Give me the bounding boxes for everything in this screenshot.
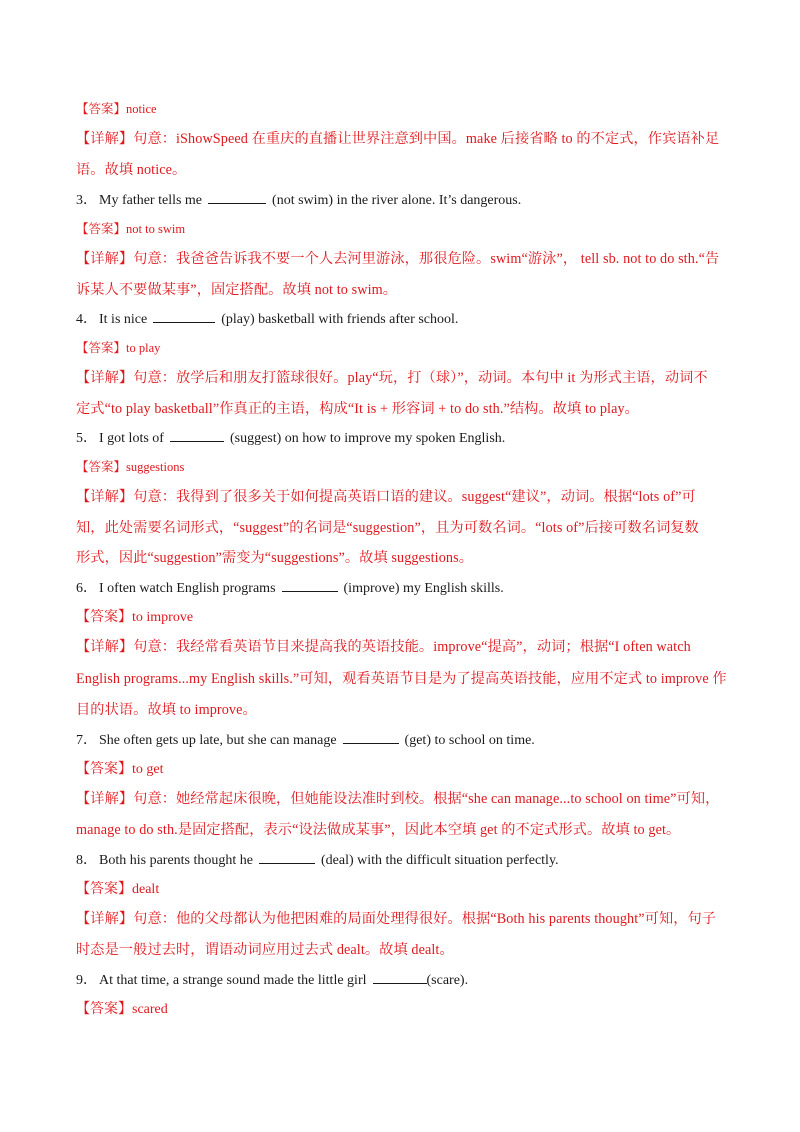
answer-blank: [153, 310, 215, 323]
answer-tag: 【答案】: [76, 610, 132, 625]
question-text-before: I often watch English programs: [99, 581, 276, 596]
detail-line: [76, 279, 726, 299]
answer-text: scared: [132, 1002, 168, 1017]
detail-tag: 【详解】: [76, 489, 134, 505]
answer-line: [76, 758, 726, 778]
answer-tag: 【答案】: [76, 882, 132, 897]
question-text-before: My father tells me: [99, 193, 203, 208]
detail-text: 句意：我经常看英语节目来提高我的英语技能。improve“提高”，动词；根据“I often watch: [133, 639, 691, 655]
question-8: [76, 849, 726, 869]
detail-text: 诉某人不要做某事”，固定搭配。故填 not to swim。: [76, 282, 398, 298]
answer-text: notice: [126, 102, 157, 116]
detail-tag: 【详解】: [76, 131, 134, 147]
detail-text: 知，此处需要名词形式，“suggest”的名词是“suggestion”，且为可数名词。“lots of”后接可数名词复数: [76, 520, 699, 536]
detail-text: 形式，因此“suggestion”需变为“suggestions”。故填 suggestions。: [76, 550, 474, 566]
answer-line: [76, 338, 726, 356]
detail-tag: 【详解】: [76, 639, 134, 655]
detail-tag: 【详解】: [76, 251, 134, 267]
answer-text: suggestions: [126, 460, 185, 474]
detail-text: manage to do sth.是固定搭配，表示“设法做成某事”，因此本空填 get 的不定式形式。故填 to get。: [76, 822, 681, 838]
answer-line: [76, 606, 726, 626]
detail-text: 句意：我爸爸告诉我不要一个人去河里游泳，那很危险。swim“游泳”， tell sb. not to do sth.“告: [133, 251, 720, 267]
answer-blank: [343, 731, 399, 744]
question-text-after: (get) to school on time.: [404, 733, 535, 748]
detail-line: [76, 939, 726, 959]
detail-line: [76, 486, 726, 506]
detail-line: [76, 699, 726, 719]
question-text-after: (play) basketball with friends after school.: [221, 312, 459, 327]
detail-text: 句意：我得到了很多关于如何提高英语口语的建议。suggest“建议”，动词。根据“lots of”可: [133, 489, 696, 505]
answer-tag: 【答案】: [76, 762, 132, 777]
question-number: 3．: [76, 193, 97, 208]
question-text-before: It is nice: [99, 312, 148, 327]
detail-tag: 【详解】: [76, 911, 134, 927]
question-number: 5．: [76, 431, 97, 446]
answer-line: [76, 878, 726, 898]
question-text-before: She often gets up late, but she can manage: [99, 733, 337, 748]
detail-line: [76, 367, 726, 387]
question-text-before: Both his parents thought he: [99, 853, 253, 868]
question-text-after: (deal) with the difficult situation perfectly.: [321, 853, 559, 868]
answer-text: not to swim: [126, 222, 186, 236]
detail-line: [76, 819, 726, 839]
question-3: [76, 189, 726, 209]
detail-line: [76, 788, 726, 808]
detail-text: 语。故填 notice。: [76, 162, 187, 178]
answer-blank: [259, 851, 315, 864]
question-number: 4．: [76, 312, 97, 327]
question-4: [76, 308, 726, 328]
question-number: 6．: [76, 581, 97, 596]
detail-line: [76, 547, 726, 567]
answer-tag: 【答案】: [76, 102, 127, 116]
answer-text: to improve: [132, 610, 194, 625]
detail-text: 句意：她经常起床很晚，但她能设法准时到校。根据“she can manage...to school on time”可知，: [133, 791, 720, 807]
detail-line: [76, 128, 726, 148]
detail-text: 定式“to play basketball”作真正的主语，构成“It is + 形容词 + to do sth.”结构。故填 to play。: [76, 401, 639, 417]
answer-tag: 【答案】: [76, 1002, 132, 1017]
question-number: 9．: [76, 973, 97, 988]
answer-blank: [208, 191, 266, 204]
answer-blank: [170, 429, 224, 442]
answer-tag: 【答案】: [76, 341, 127, 355]
detail-line: [76, 248, 726, 268]
answer-tag: 【答案】: [76, 460, 127, 474]
answer-blank: [282, 579, 338, 592]
detail-text: English programs...my English skills.”可知，观看英语节目是为了提高英语技能，应用不定式 to improve 作: [76, 671, 727, 687]
question-text-before: At that time, a strange sound made the little girl: [99, 973, 367, 988]
answer-line: [76, 99, 726, 117]
question-number: 8．: [76, 853, 97, 868]
detail-line: [76, 398, 726, 418]
question-6: [76, 577, 726, 597]
answer-tag: 【答案】: [76, 222, 127, 236]
detail-tag: 【详解】: [76, 791, 134, 807]
detail-line: [76, 908, 726, 928]
answer-text: to get: [132, 762, 164, 777]
detail-tag: 【详解】: [76, 370, 134, 386]
detail-line: [76, 636, 726, 656]
question-text-before: I got lots of: [99, 431, 164, 446]
answer-text: to play: [126, 341, 161, 355]
detail-line: [76, 159, 726, 179]
question-7: [76, 729, 726, 749]
question-5: [76, 427, 726, 447]
detail-text: 句意：iShowSpeed 在重庆的直播让世界注意到中国。make 后接省略 to 的不定式，作宾语补足: [133, 131, 720, 147]
detail-text: 时态是一般过去时，谓语动词应用过去式 dealt。故填 dealt。: [76, 942, 454, 958]
question-text-after: (improve) my English skills.: [343, 581, 504, 596]
question-number: 7．: [76, 733, 97, 748]
detail-line: [76, 517, 726, 537]
question-text-after: (not swim) in the river alone. It’s dangerous.: [272, 193, 522, 208]
question-text-after: (scare).: [426, 973, 469, 988]
detail-line: [76, 668, 726, 688]
answer-line: [76, 219, 726, 237]
question-9: [76, 969, 726, 989]
detail-text: 目的状语。故填 to improve。: [76, 702, 257, 718]
answer-line: [76, 457, 726, 475]
answer-line: [76, 998, 726, 1018]
detail-text: 句意：放学后和朋友打篮球很好。play“玩，打（球）”，动词。本句中 it 为形式主语，动词不: [133, 370, 708, 386]
question-text-after: (suggest) on how to improve my spoken English.: [229, 431, 506, 446]
detail-text: 句意：他的父母都认为他把困难的局面处理得很好。根据“Both his parents thought”可知，句子: [133, 911, 717, 927]
answer-text: dealt: [132, 882, 160, 897]
answer-blank: [373, 971, 427, 984]
